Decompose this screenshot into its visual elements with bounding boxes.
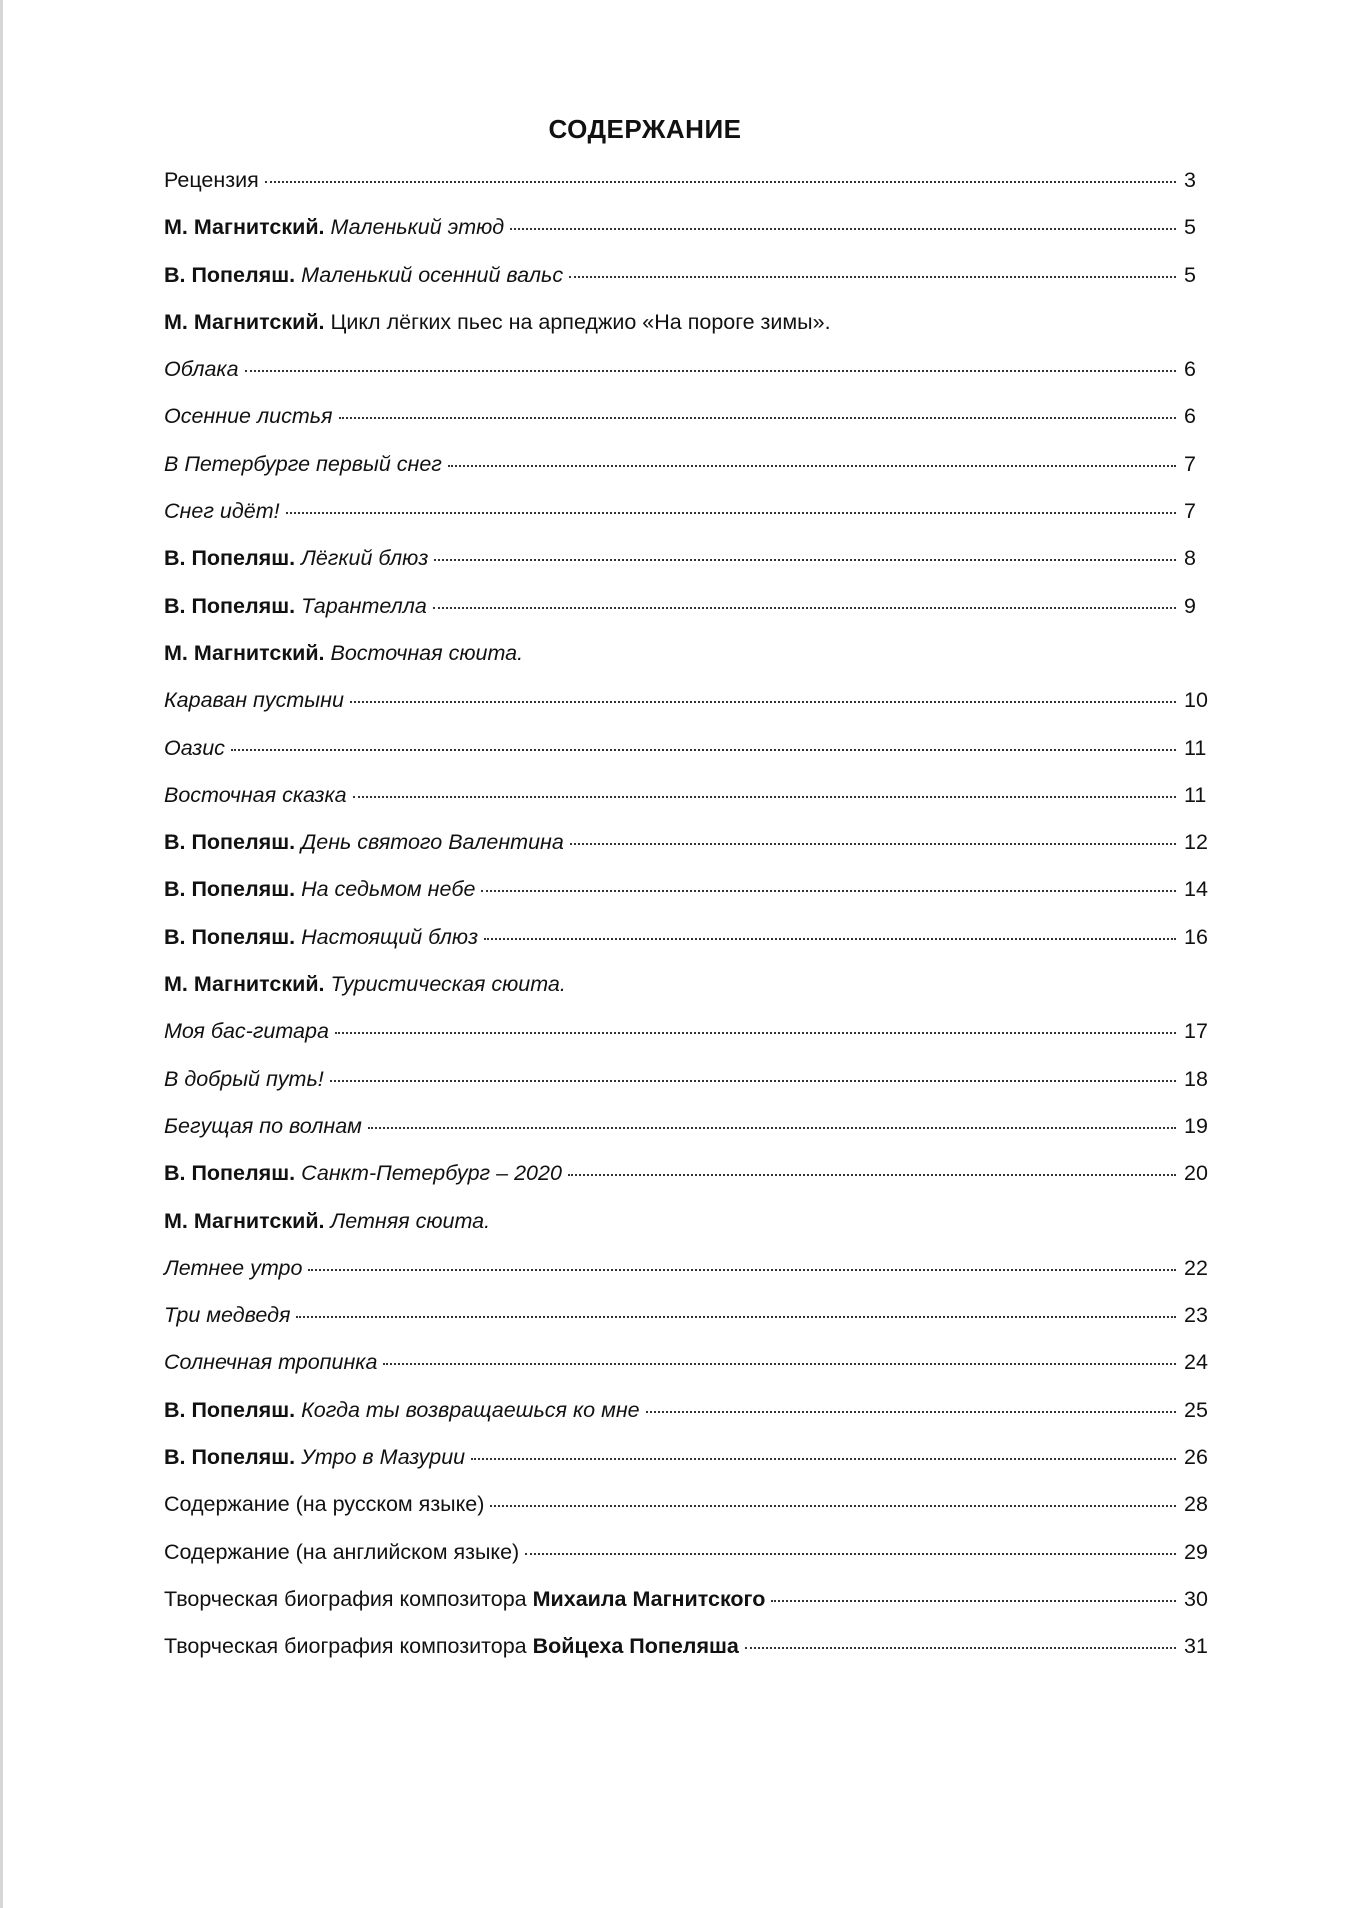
toc-entry-text xyxy=(164,1303,290,1328)
toc-dot-leader xyxy=(448,465,1176,467)
toc-entry xyxy=(164,1587,1224,1634)
toc-page-number: 19 xyxy=(1184,1113,1208,1138)
table-of-contents xyxy=(164,168,1224,1682)
toc-page-number: 8 xyxy=(1184,546,1196,571)
toc-page-number: 28 xyxy=(1184,1492,1208,1517)
toc-entry-title: Оазис xyxy=(164,735,225,760)
toc-entry-text xyxy=(164,1587,765,1612)
toc-entry-title: Облака xyxy=(164,357,239,382)
toc-entry-text xyxy=(164,1492,484,1517)
toc-entry-title: Летнее утро xyxy=(164,1255,303,1280)
toc-dot-leader xyxy=(368,1127,1176,1129)
toc-entry-composer-name: Войцеха Попеляша xyxy=(532,1634,739,1659)
toc-entry-author: В. Попеляш. xyxy=(164,877,296,902)
toc-entry-title: Когда ты возвращаешься ко мне xyxy=(301,1397,640,1422)
toc-entry-title: В Петербурге первый снег xyxy=(164,451,442,476)
toc-entry-text xyxy=(164,1398,640,1423)
toc-entry xyxy=(164,1540,1224,1587)
toc-entry-title: Летняя сюита. xyxy=(330,1208,491,1233)
toc-entry-title: Солнечная тропинка xyxy=(164,1350,378,1375)
toc-dot-leader xyxy=(568,1174,1176,1176)
toc-entry xyxy=(164,877,1224,924)
toc-entry-text xyxy=(164,215,504,240)
toc-entry-title: В добрый путь! xyxy=(164,1066,324,1091)
toc-dot-leader xyxy=(745,1647,1176,1649)
toc-dot-leader xyxy=(434,559,1176,561)
toc-entry-text xyxy=(164,1445,465,1470)
toc-entry xyxy=(164,1634,1224,1681)
toc-page-number: 6 xyxy=(1184,357,1196,382)
toc-dot-leader xyxy=(490,1505,1176,1507)
toc-page-number: 12 xyxy=(1184,830,1208,855)
toc-entry xyxy=(164,1209,1224,1256)
toc-entry-composer-name: Михаила Магнитского xyxy=(532,1586,766,1611)
toc-page-number: 14 xyxy=(1184,877,1208,902)
toc-dot-leader xyxy=(771,1600,1176,1602)
toc-page-number: 7 xyxy=(1184,451,1196,476)
toc-entry-author: В. Попеляш. xyxy=(164,262,296,287)
toc-entry xyxy=(164,404,1224,451)
toc-page-number: 25 xyxy=(1184,1397,1208,1422)
toc-entry-title: Рецензия xyxy=(164,168,259,192)
toc-entry-text xyxy=(164,357,239,382)
toc-entry-text xyxy=(164,736,225,761)
toc-entry-author: В. Попеляш. xyxy=(164,1445,296,1470)
toc-entry-author: В. Попеляш. xyxy=(164,1397,296,1422)
toc-entry-title: Караван пустыни xyxy=(164,688,344,713)
toc-entry xyxy=(164,736,1224,783)
toc-entry-text xyxy=(164,877,475,902)
toc-dot-leader xyxy=(330,1080,1176,1082)
toc-entry-text xyxy=(164,452,442,477)
toc-entry-text xyxy=(164,546,428,571)
toc-entry-text xyxy=(164,830,564,855)
toc-entry-title: Снег идёт! xyxy=(164,499,280,524)
toc-entry-text xyxy=(164,1350,377,1375)
toc-entry-text xyxy=(164,499,280,524)
toc-entry xyxy=(164,1067,1224,1114)
toc-page-number: 5 xyxy=(1184,215,1196,240)
toc-entry xyxy=(164,1350,1224,1397)
toc-entry-title: Тарантелла xyxy=(301,593,427,618)
toc-entry-title: На седьмом небе xyxy=(301,877,476,902)
toc-entry-title: Восточная сказка xyxy=(164,782,347,807)
toc-page-number: 6 xyxy=(1184,404,1196,429)
toc-entry xyxy=(164,830,1224,877)
toc-entry-author: В. Попеляш. xyxy=(164,924,296,949)
toc-entry-text xyxy=(164,1067,324,1092)
toc-page-number: 3 xyxy=(1184,168,1196,192)
toc-entry xyxy=(164,215,1224,262)
toc-entry xyxy=(164,546,1224,593)
toc-entry-title: Осенние листья xyxy=(164,404,333,429)
toc-entry-title: Три медведя xyxy=(164,1303,291,1328)
toc-entry-title: Творческая биография композитора xyxy=(164,1586,527,1611)
toc-dot-leader xyxy=(339,417,1176,419)
page-title: СОДЕРЖАНИЕ xyxy=(548,114,742,144)
toc-entry-text xyxy=(164,263,563,288)
toc-entry-title: Творческая биография композитора xyxy=(164,1634,527,1659)
toc-dot-leader xyxy=(510,228,1176,230)
toc-page-number: 5 xyxy=(1184,262,1196,287)
toc-dot-leader xyxy=(525,1553,1176,1555)
toc-entry-author: В. Попеляш. xyxy=(164,546,296,571)
toc-entry-title: Содержание (на русском языке) xyxy=(164,1492,485,1517)
toc-dot-leader xyxy=(569,276,1176,278)
toc-entry-title: Бегущая по волнам xyxy=(164,1113,362,1138)
toc-entry xyxy=(164,1492,1224,1539)
toc-entry-author: М. Магнитский. xyxy=(164,972,325,997)
toc-entry-author: В. Попеляш. xyxy=(164,830,296,855)
toc-entry-text xyxy=(164,594,427,619)
toc-dot-leader xyxy=(484,938,1176,940)
toc-entry-text xyxy=(164,1161,562,1186)
toc-dot-leader xyxy=(245,370,1176,372)
toc-entry-title: Моя бас-гитара xyxy=(164,1019,329,1044)
toc-entry xyxy=(164,1398,1224,1445)
toc-entry-title: Санкт-Петербург – 2020 xyxy=(301,1161,562,1186)
toc-entry-text xyxy=(164,1256,302,1281)
toc-dot-leader xyxy=(570,843,1176,845)
toc-entry-title: Утро в Мазурии xyxy=(301,1445,466,1470)
toc-entry xyxy=(164,168,1224,215)
toc-page-number: 11 xyxy=(1184,782,1207,807)
toc-entry-title: Маленький этюд xyxy=(330,215,505,240)
toc-entry-title: День святого Валентина xyxy=(301,830,564,855)
toc-dot-leader xyxy=(353,796,1176,798)
toc-entry-title: Восточная сюита. xyxy=(330,640,524,665)
toc-page-number: 30 xyxy=(1184,1586,1208,1611)
toc-dot-leader xyxy=(308,1269,1176,1271)
toc-entry xyxy=(164,310,1224,357)
toc-entry xyxy=(164,594,1224,641)
toc-dot-leader xyxy=(265,181,1176,183)
toc-entry-title: Туристическая сюита. xyxy=(330,972,566,997)
toc-dot-leader xyxy=(646,1411,1176,1413)
toc-page-number: 10 xyxy=(1184,688,1208,713)
toc-page-number: 29 xyxy=(1184,1539,1208,1564)
toc-entry xyxy=(164,688,1224,735)
toc-entry-author: М. Магнитский. xyxy=(164,640,325,665)
toc-entry-text xyxy=(164,688,344,713)
toc-entry xyxy=(164,263,1224,310)
toc-entry xyxy=(164,1303,1224,1350)
toc-entry-text xyxy=(164,1209,490,1234)
toc-entry-author: М. Магнитский. xyxy=(164,1208,325,1233)
toc-dot-leader xyxy=(471,1458,1176,1460)
toc-entry-title: Маленький осенний вальс xyxy=(301,262,564,287)
toc-entry-text xyxy=(164,1540,519,1565)
toc-dot-leader xyxy=(286,512,1176,514)
toc-page-number: 11 xyxy=(1184,735,1207,760)
toc-page-number: 26 xyxy=(1184,1445,1208,1470)
toc-entry-text xyxy=(164,310,831,335)
toc-entry-text xyxy=(164,641,523,666)
toc-entry-text xyxy=(164,1634,739,1659)
toc-dot-leader xyxy=(335,1032,1176,1034)
toc-dot-leader xyxy=(433,607,1176,609)
toc-dot-leader xyxy=(481,890,1176,892)
toc-page-number: 23 xyxy=(1184,1303,1208,1328)
toc-entry-title: Настоящий блюз xyxy=(301,924,479,949)
toc-entry-text xyxy=(164,1114,362,1139)
toc-page-number: 16 xyxy=(1184,924,1208,949)
toc-page-number: 18 xyxy=(1184,1066,1208,1091)
toc-dot-leader xyxy=(383,1363,1176,1365)
page-edge xyxy=(0,0,3,1908)
toc-dot-leader xyxy=(350,701,1176,703)
toc-entry-author: М. Магнитский. xyxy=(164,215,325,240)
toc-entry xyxy=(164,1445,1224,1492)
toc-entry xyxy=(164,1019,1224,1066)
toc-page-number: 9 xyxy=(1184,593,1196,618)
toc-entry xyxy=(164,357,1224,404)
toc-entry-author: В. Попеляш. xyxy=(164,593,296,618)
toc-entry xyxy=(164,925,1224,972)
toc-entry xyxy=(164,1256,1224,1303)
toc-page-number: 31 xyxy=(1184,1634,1208,1659)
toc-page-number: 17 xyxy=(1184,1019,1208,1044)
toc-entry-text xyxy=(164,168,259,193)
toc-dot-leader xyxy=(231,749,1176,751)
toc-entry-text xyxy=(164,972,566,997)
toc-page-number: 20 xyxy=(1184,1161,1208,1186)
toc-entry-title: Цикл лёгких пьес на арпеджио «На пороге зимы». xyxy=(330,309,831,334)
toc-entry-text xyxy=(164,404,333,429)
toc-entry-title: Лёгкий блюз xyxy=(301,546,429,571)
toc-entry xyxy=(164,641,1224,688)
toc-entry xyxy=(164,1161,1224,1208)
toc-entry-text xyxy=(164,1019,329,1044)
toc-entry xyxy=(164,783,1224,830)
toc-page-number: 24 xyxy=(1184,1350,1208,1375)
toc-entry xyxy=(164,452,1224,499)
toc-entry-author: В. Попеляш. xyxy=(164,1161,296,1186)
toc-entry-text xyxy=(164,783,347,808)
toc-entry-author: М. Магнитский. xyxy=(164,309,325,334)
toc-entry-text xyxy=(164,925,478,950)
toc-entry-title: Содержание (на английском языке) xyxy=(164,1539,520,1564)
toc-dot-leader xyxy=(296,1316,1176,1318)
toc-entry xyxy=(164,972,1224,1019)
toc-page-number: 7 xyxy=(1184,499,1196,524)
toc-entry xyxy=(164,1114,1224,1161)
toc-entry xyxy=(164,499,1224,546)
toc-page-number: 22 xyxy=(1184,1255,1208,1280)
